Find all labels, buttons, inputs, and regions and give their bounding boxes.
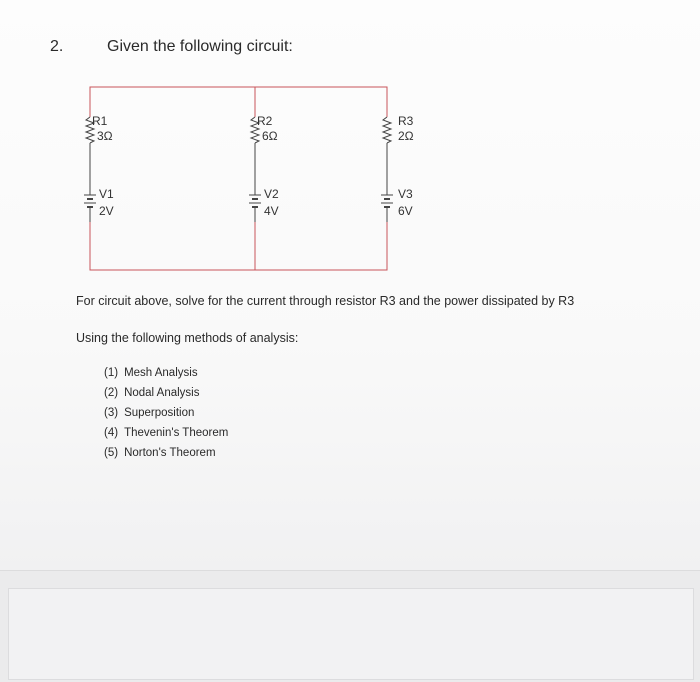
r1-name-label: R1 <box>92 114 108 128</box>
method-label: Nodal Analysis <box>124 387 200 399</box>
r3-value-label: 2Ω <box>398 129 414 143</box>
r3-name-label: R3 <box>398 114 414 128</box>
circuit-diagram <box>0 0 700 300</box>
method-item <box>104 423 228 443</box>
question-number: 2. <box>50 38 64 55</box>
r3-resistor-symbol <box>383 117 391 143</box>
question-title: Given the following circuit: <box>107 38 293 55</box>
problem-instructions: For circuit above, solve for the current through resistor R3 and the power dissipated by R3 <box>76 294 575 308</box>
v3-value-label: 6V <box>398 204 413 218</box>
v2-name-label: V2 <box>264 187 279 201</box>
method-item <box>104 403 228 423</box>
methods-list <box>104 363 228 463</box>
method-number: (2) <box>104 387 119 399</box>
method-number: (4) <box>104 427 119 439</box>
v2-value-label: 4V <box>264 204 279 218</box>
method-label: Thevenin's Theorem <box>124 427 229 439</box>
r1-value-label: 3Ω <box>97 129 113 143</box>
method-number: (3) <box>104 407 119 419</box>
method-label: Mesh Analysis <box>124 367 198 379</box>
r2-value-label: 6Ω <box>262 129 278 143</box>
method-item <box>104 443 228 463</box>
method-item <box>104 363 228 383</box>
methods-intro: Using the following methods of analysis: <box>76 331 299 345</box>
v1-value-label: 2V <box>99 204 114 218</box>
method-number: (1) <box>104 367 119 379</box>
answer-box[interactable] <box>8 588 694 680</box>
method-item <box>104 383 228 403</box>
v1-name-label: V1 <box>99 187 114 201</box>
method-number: (5) <box>104 447 119 459</box>
v3-name-label: V3 <box>398 187 413 201</box>
method-label: Norton's Theorem <box>124 447 216 459</box>
r2-name-label: R2 <box>257 114 273 128</box>
method-label: Superposition <box>124 407 195 419</box>
top-wire <box>90 87 387 117</box>
bottom-wire <box>90 222 387 270</box>
